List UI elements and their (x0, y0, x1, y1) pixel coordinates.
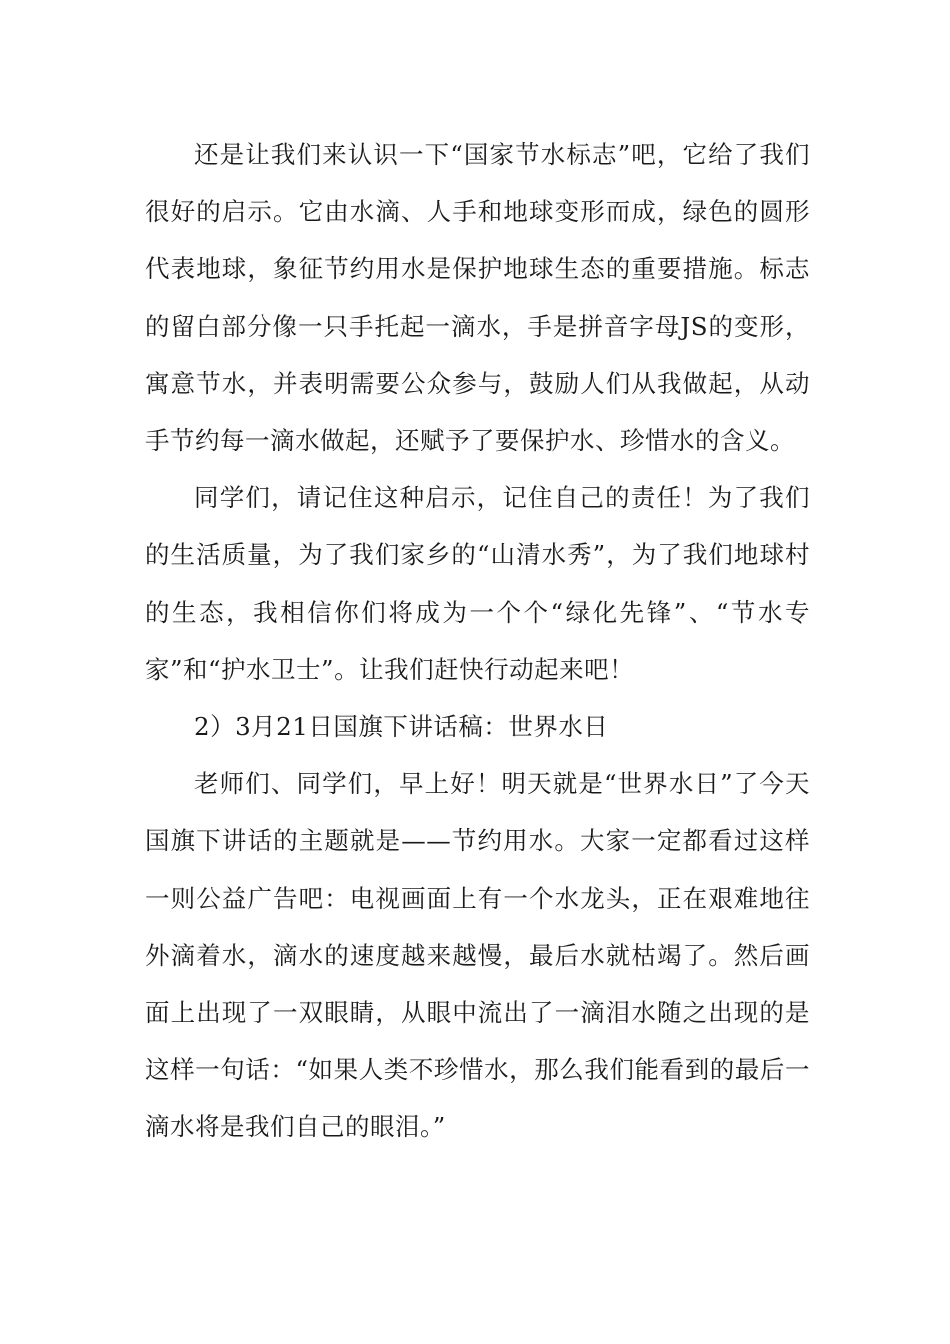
section-heading: 2）3月21日国旗下讲话稿：世界水日 (194, 712, 609, 742)
document-body (145, 126, 810, 1156)
paragraph-call-to-action: 同学们，请记住这种启示，记住自己的责任！为了我们的生活质量，为了我们家乡的“山清水秀”，为了我们地球村的生态，我相信你们将成为一个个“绿化先锋”、“节水专家”和“护水卫士”。让我们赶快行动起来吧！ (145, 483, 810, 684)
paragraph-water-saving-logo: 还是让我们来认识一下“国家节水标志”吧，它给了我们很好的启示。它由水滴、人手和地球变形而成，绿色的圆形代表地球，象征节约用水是保护地球生态的重要措施。标志的留白部分像一只手托起一滴水，手是拼音字母JS的变形，寓意节水，并表明需要公众参与，鼓励人们从我做起，从动手节约每一滴水做起，还赋予了要保护水、珍惜水的含义。 (145, 140, 810, 456)
paragraph-world-water-day: 老师们、同学们，早上好！明天就是“世界水日”了今天国旗下讲话的主题就是——节约用水。大家一定都看过这样一则公益广告吧：电视画面上有一个水龙头，正在艰难地往外滴着水，滴水的速度越来越慢，最后水就枯竭了。然后画面上出现了一双眼睛，从眼中流出了一滴泪水随之出现的是这样一句话：“如果人类不珍惜水，那么我们能看到的最后一滴水将是我们自己的眼泪。” (145, 769, 810, 1142)
